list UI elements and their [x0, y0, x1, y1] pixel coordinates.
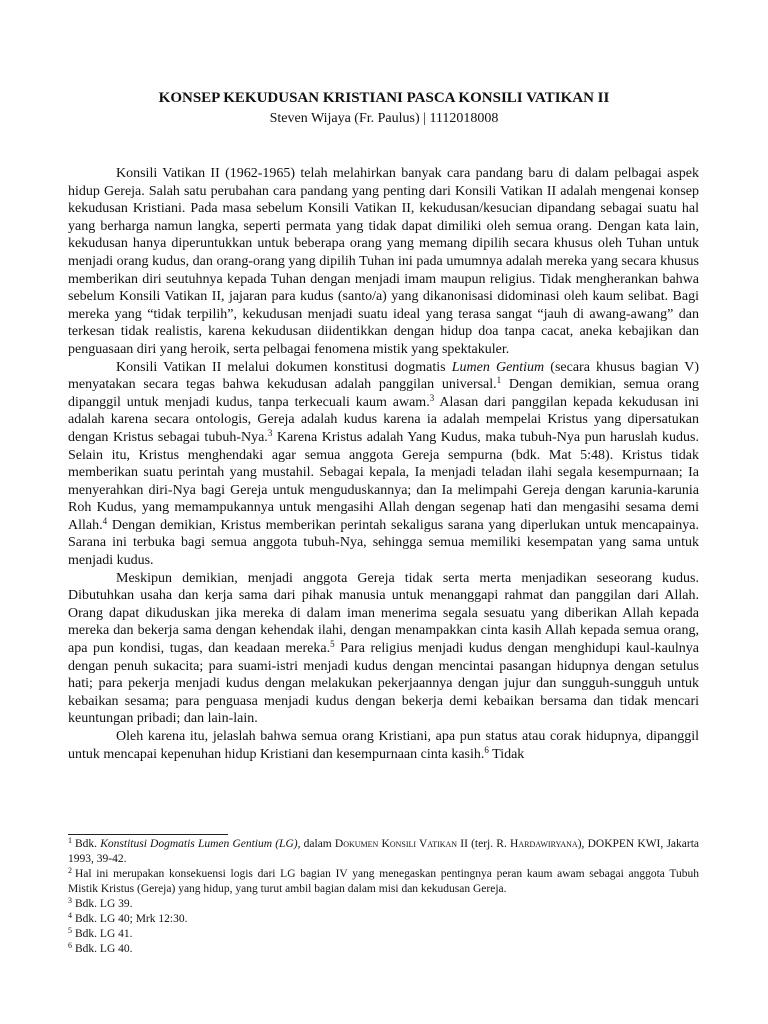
text-run: Karena Kristus adalah Yang Kudus, maka tubuh-Nya pun haruslah kudus. Selain itu, Kristus menghendaki agar semua anggota Gereja sempurna (bdk. Mat 5:48). Kristus tidak memberikan suatu perintah yang mustahil. Sebagai kepala, Ia menjadi teladan ilahi segala kesempurnaan; Ia menyerahkan diri-Nya bagi Gereja untuk menguduskannya; dan Ia melimpahi Gereja dengan karunia-karunia Roh Kudus, yang memampukannya untuk mengasihi Allah dengan segenap hati dan mengasihi sesama demi Allah.: [68, 429, 699, 533]
footnote: [68, 927, 699, 942]
footnote-ref[interactable]: 3: [429, 392, 435, 403]
text-run: ), DOKPEN KWI, Jakarta 1993, 39-42.: [68, 838, 700, 865]
footnote-number: 2: [68, 866, 72, 875]
text-run: Bdk. LG 41.: [75, 928, 133, 940]
text-run: , dalam: [297, 838, 335, 850]
footnote: [68, 897, 699, 912]
page-title: KONSEP KEKUDUSAN KRISTIANI PASCA KONSILI VATIKAN II: [158, 90, 610, 106]
text-run: Hal ini merupakan konsekuensi logis dari LG bagian IV yang menegaskan pentingnya peran kaum awam sebagai anggota Tubuh Mistik Kristus (Gereja) yang hidup, yang turut ambil bagian dalam misi dan kekudusan Gereja.: [68, 868, 699, 895]
text-run: Dengan demikian, Kristus memberikan perintah sekaligus sarana yang diperlukan untuk mencapainya. Sarana ini terbuka bagi semua anggota tubuh-Nya, sehingga semua memiliki kesempatan yang sama untuk menjadi kudus.: [68, 517, 699, 569]
body-paragraph: [68, 165, 699, 359]
footnote-ref[interactable]: 1: [496, 375, 502, 386]
footnote-number: 5: [68, 926, 72, 935]
author-line: Steven Wijaya (Fr. Paulus) | 1112018008: [269, 111, 499, 126]
footnote-number: 3: [68, 896, 72, 905]
footnote-ref[interactable]: 4: [102, 515, 108, 526]
smallcaps-text: Dokumen Konsili Vatikan II: [334, 838, 468, 850]
footnotes: [68, 837, 699, 957]
body-paragraph: [68, 359, 699, 570]
body-paragraph: [68, 570, 699, 728]
footnote-number: 4: [68, 911, 72, 920]
smallcaps-text: Hardawiryana: [510, 838, 578, 850]
italic-text: Konstitusi Dogmatis Lumen Gentium (LG): [100, 838, 298, 850]
text-run: Bdk. LG 40.: [75, 943, 133, 955]
text-run: Dengan demikian, semua orang dipanggil untuk menjadi kudus, tanpa terkecuali kaum awam.: [68, 377, 699, 410]
text-run: (terj. R.: [467, 838, 511, 850]
text-run: Bdk.: [75, 838, 101, 850]
footnote: [68, 837, 699, 867]
footnote-ref[interactable]: 3: [267, 427, 273, 438]
footnote-ref[interactable]: 5: [330, 639, 335, 650]
text-run: Oleh karena itu, jelaslah bahwa semua orang Kristiani, apa pun status atau corak hidupnya, dipanggil untuk mencapai kepenuhan hidup Kristiani dan kesempurnaan cinta kasih.: [68, 729, 699, 762]
footnote: [68, 942, 699, 957]
footnote-ref[interactable]: 6: [484, 744, 489, 755]
text-run: Tidak: [488, 746, 525, 762]
text-run: Bdk. LG 39.: [75, 898, 133, 910]
footnote-separator: [68, 834, 228, 835]
footnote-number: 6: [68, 941, 72, 950]
text-run: Meskipun demikian, menjadi anggota Gereja tidak serta merta menjadikan seseorang kudus. Dibutuhkan usaha dan kerja sama dari pihak manusia untuk menanggapi rahmat dan panggilan dari Allah. Orang dapat dikuduskan jika mereka di dalam iman menerima segala sesuatu yang diberikan Allah kepada mereka dan bekerja sama dengan kehendak ilahi, dengan menampakkan cinta kasih Allah kepada semua orang, apa pun kondisi, tugas, dan keadaan mereka.: [68, 570, 699, 657]
text-run: Konsili Vatikan II (1962-1965) telah melahirkan banyak cara pandang baru di dalam pelbagai aspek hidup Gereja. Salah satu perubahan cara pandang yang penting dari Konsili Vatikan II adalah mengenai konsep kekudusan Kristiani. Pada masa sebelum Konsili Vatikan II, kekudusan/kesucian dipandang sebagai suatu hal yang berharga namun langka, seperti permata yang tidak dapat dimiliki oleh semua orang. Dengan kata lain, kekudusan hanya diperuntukkan untuk beberapa orang yang memang dipilih secara khusus oleh Tuhan untuk menjadi orang kudus, dan orang-orang yang dipilih Tuhan ini pada umumnya adalah mereka yang secara khusus memberikan diri seutuhnya kepada Tuhan dengan menjadi imam maupun religius. Tidak mengherankan bahwa sebelum Konsili Vatikan II, jajaran para kudus (santo/a) yang dikanonisasi didominasi oleh kaum selibat. Bagi mereka yang “tidak terpilih”, kekudusan menjadi suatu ideal yang terasa sangat “jauh di awang-awang” dan terkesan tidak realistis, karena kekudusan diidentikkan dengan hidup doa tanpa cacat, aneka kebajikan dan penguasaan diri yang heroik, serta pelbagai fenomena mistik yang spektakuler.: [68, 166, 699, 357]
text-run: (secara khusus bagian V) menyatakan secara tegas bahwa kekudusan adalah panggilan universal.: [68, 359, 699, 393]
text-run: Para religius menjadi kudus dengan menghidupi kaul-kaulnya dengan penuh sukacita; para suami-istri menjadi kudus dengan mencintai pasangan hidupnya dengan setulus hati; para pekerja menjadi kudus dengan melakukan pekerjaannya dengan jujur dan sungguh-sungguh untuk kebaikan sesama; para penguasa menjadi kudus dengan bekerja demi kebaikan bersama dan tidak mencari keuntungan pribadi; dan lain-lain.: [68, 641, 699, 727]
footnote: [68, 912, 699, 927]
text-run: Bdk. LG 40; Mrk 12:30.: [75, 913, 188, 925]
italic-text: Lumen Gentium: [451, 359, 545, 375]
body-paragraph: [68, 728, 699, 763]
footnote: [68, 867, 699, 897]
footnote-number: 1: [68, 836, 72, 845]
text-run: Alasan dari panggilan kepada kekudusan ini adalah karena secara ontologis, Gereja adalah kudus karena ia adalah mempelai Kristus yang dipersatukan dengan Kristus sebagai tubuh-Nya.: [68, 394, 700, 445]
body-text: [68, 165, 699, 763]
text-run: Konsili Vatikan II melalui dokumen konstitusi dogmatis: [116, 359, 452, 375]
